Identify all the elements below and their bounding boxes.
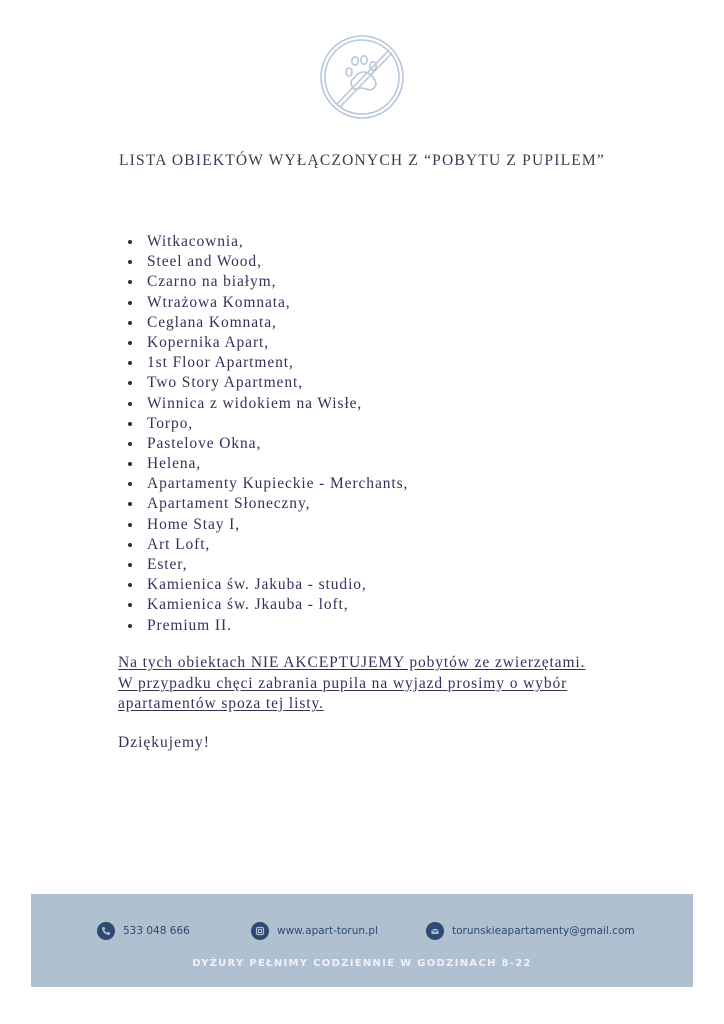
property-name: Art Loft, — [147, 535, 211, 553]
bullet-icon — [128, 361, 132, 365]
bullet-icon — [128, 280, 132, 284]
property-name: Apartament Słoneczny, — [147, 495, 311, 513]
property-name: Winnica z widokiem na Wisłe, — [147, 394, 363, 412]
bullet-icon — [128, 341, 132, 345]
bullet-icon — [128, 502, 132, 506]
bullet-icon — [128, 381, 132, 385]
bullet-icon — [128, 321, 132, 325]
property-name: 1st Floor Apartment, — [147, 354, 294, 372]
office-hours: DYŻURY PEŁNIMY CODZIENNIE W GODZINACH 8-22 — [192, 958, 532, 969]
bullet-icon — [128, 523, 132, 527]
notice-line: W przypadku chęci zabrania pupila na wyjazd prosimy o wybór — [118, 674, 568, 692]
list-item — [128, 555, 408, 575]
no-pets-paw-icon — [319, 34, 405, 120]
bullet-icon — [128, 482, 132, 486]
property-name: Kamienica św. Jkauba - loft, — [147, 596, 349, 614]
notice-line: Na tych obiektach NIE AKCEPTUJEMY pobytów ze zwierzętami. — [118, 654, 586, 671]
property-name: Steel and Wood, — [147, 253, 262, 271]
phone-contact[interactable] — [97, 921, 190, 941]
website-url: www.apart-torun.pl — [277, 925, 378, 937]
property-name: Czarno na białym, — [147, 273, 277, 291]
bullet-icon — [128, 442, 132, 446]
list-item — [128, 333, 408, 353]
list-item — [128, 575, 408, 595]
bullet-icon — [128, 543, 132, 547]
notice-line: apartamentów spoza tej listy. — [118, 695, 324, 712]
list-item — [128, 474, 408, 494]
bullet-icon — [128, 563, 132, 567]
bullet-icon — [128, 402, 132, 406]
property-name: Ceglana Komnata, — [147, 313, 277, 331]
bullet-icon — [128, 462, 132, 466]
bullet-icon — [128, 624, 132, 628]
email-address: torunskieapartamenty@gmail.com — [452, 925, 635, 937]
list-item — [128, 535, 408, 555]
excluded-properties-list — [128, 232, 408, 636]
property-name: Ester, — [147, 556, 188, 573]
property-name: Kopernika Apart, — [147, 333, 270, 351]
website-link[interactable] — [251, 921, 378, 941]
property-name: Wtrażowa Komnata, — [147, 293, 291, 311]
mail-icon — [426, 922, 444, 940]
list-item — [128, 414, 408, 434]
list-item — [128, 293, 408, 313]
list-item — [128, 595, 408, 615]
list-item — [128, 252, 408, 272]
list-item — [128, 232, 408, 252]
list-item — [128, 394, 408, 414]
list-item — [128, 373, 408, 393]
phone-number: 533 048 666 — [123, 925, 190, 937]
property-name: Two Story Apartment, — [147, 374, 303, 392]
notice-paragraph — [118, 653, 658, 715]
property-name: Home Stay I, — [147, 515, 241, 533]
list-item — [128, 494, 408, 514]
property-name: Helena, — [147, 455, 202, 473]
list-item — [128, 313, 408, 333]
list-item — [128, 353, 408, 373]
property-name: Premium II. — [147, 616, 232, 634]
bullet-icon — [128, 422, 132, 426]
contact-footer — [31, 894, 693, 987]
bullet-icon — [128, 260, 132, 264]
web-icon — [251, 922, 269, 940]
property-name: Pastelove Okna, — [147, 434, 262, 452]
list-item — [128, 272, 408, 292]
bullet-icon — [128, 603, 132, 607]
phone-icon — [97, 922, 115, 940]
bullet-icon — [128, 583, 132, 587]
page-title: LISTA OBIEKTÓW WYŁĄCZONYCH Z “POBYTU Z PUPILEM” — [119, 152, 605, 169]
thanks-text: Dziękujemy! — [118, 734, 210, 751]
bullet-icon — [128, 240, 132, 244]
property-name: Kamienica św. Jakuba - studio, — [147, 576, 367, 594]
email-link[interactable] — [426, 921, 635, 941]
property-name: Torpo, — [147, 414, 194, 432]
bullet-icon — [128, 301, 132, 305]
list-item — [128, 454, 408, 474]
property-name: Witkacownia, — [147, 233, 244, 250]
list-item — [128, 515, 408, 535]
property-name: Apartamenty Kupieckie - Merchants, — [147, 475, 409, 493]
list-item — [128, 616, 408, 636]
list-item — [128, 434, 408, 454]
